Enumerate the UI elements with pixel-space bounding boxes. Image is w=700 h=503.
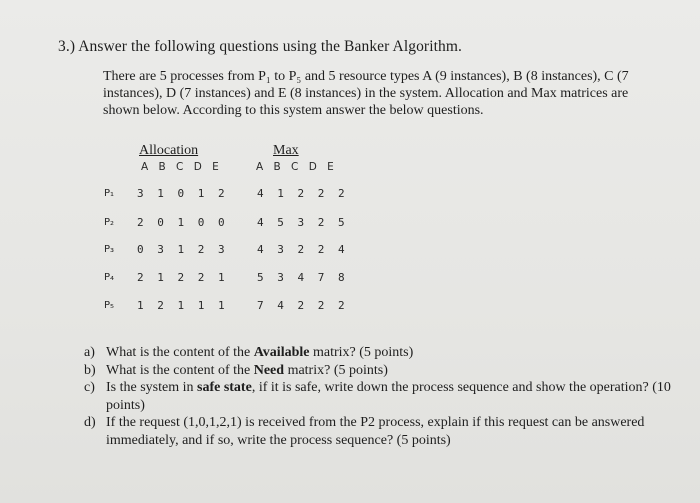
question-text: , if it is safe, write down the process sequence and show the operation? (10 points) [106, 380, 671, 413]
question-text: What is the content of the [106, 345, 254, 360]
question-list [84, 344, 684, 450]
question-item [84, 414, 684, 449]
process-label: P₃ [104, 244, 115, 255]
question-text: If the request (1,0,1,2,1) is received from the P2 process, explain if this request can be answered immediately, and if so, write the process sequence? (5 points) [106, 415, 645, 448]
allocation-row: 1 2 1 1 1 [137, 299, 229, 312]
allocation-row: 2 0 1 0 0 [137, 216, 229, 229]
question-keyword: Need [253, 362, 285, 378]
question-letter: b) [84, 362, 96, 378]
question-letter: a) [84, 345, 95, 360]
process-label: P₁ [104, 188, 115, 199]
max-row: 7 4 2 2 2 [257, 299, 349, 312]
question-letter: c) [84, 380, 95, 396]
question-letter: d) [84, 415, 96, 431]
process-label: P₅ [104, 300, 115, 311]
allocation-row: 2 1 2 2 1 [137, 271, 229, 284]
allocation-header: Allocation [139, 143, 199, 158]
max-columns: A B C D E [256, 161, 338, 173]
question-text: matrix? (5 points) [309, 345, 414, 360]
max-header: Max [273, 143, 299, 158]
question-text: What is the content of the [106, 362, 254, 378]
question-keyword: safe state [197, 380, 252, 396]
question-item [84, 344, 684, 362]
max-row: 4 1 2 2 2 [257, 187, 349, 200]
question-title: 3.) Answer the following questions using the Banker Algorithm. [58, 38, 462, 55]
question-item [84, 362, 684, 380]
question-keyword: Available [253, 345, 310, 360]
allocation-row: 3 1 0 1 2 [137, 187, 229, 200]
process-label: P₄ [104, 272, 115, 283]
question-text: Is the system in [106, 380, 197, 396]
question-item [84, 379, 684, 414]
allocation-columns: A B C D E [141, 161, 223, 173]
process-label: P₂ [104, 217, 115, 228]
question-text: matrix? (5 points) [284, 362, 388, 378]
max-row: 5 3 4 7 8 [257, 271, 349, 284]
max-row: 4 5 3 2 5 [257, 216, 349, 229]
intro-paragraph: There are 5 processes from P₁ to P₅ and 5 resource types A (9 instances), B (8 instances), C (7 instances), D (7 instances) and E (8 instances) in the system. Allocation and Max matrices are shown below. According to this system answer the below questions. [103, 69, 629, 118]
max-row: 4 3 2 2 4 [257, 243, 349, 256]
allocation-row: 0 3 1 2 3 [137, 243, 229, 256]
